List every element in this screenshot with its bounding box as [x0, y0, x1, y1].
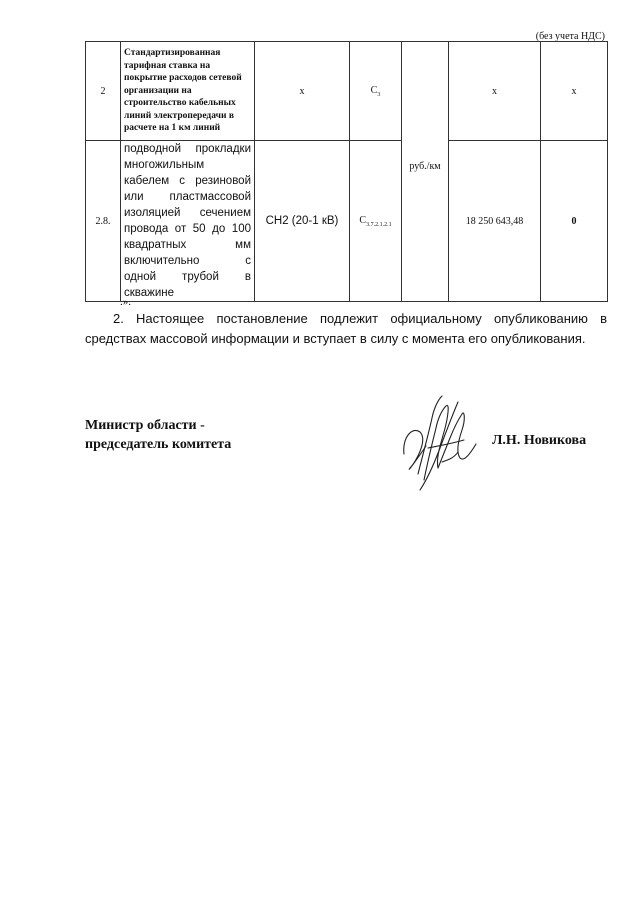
row-number: 2 [86, 42, 121, 141]
table-row [86, 141, 608, 302]
row-description: Стандартизированная тарифная ставка на покрытие расходов сетевой организации на строительство кабельных линий электропередачи в расчете на 1 км линий [121, 42, 255, 141]
handwritten-signature [398, 388, 484, 494]
unit-cell-empty [402, 42, 449, 141]
value-cell: x [449, 42, 541, 141]
row-description: подводной прокладки многожильным кабелем с резиновой или пластмассовой изоляцией сечением провода от 50 до 100 квадратных мм включительно с одной трубой в скважине [121, 141, 255, 302]
vat-note: (без учета НДС) [535, 31, 605, 42]
signatory-position: Министр области - председатель комитета [85, 418, 232, 452]
value-cell: 18 250 643,48 [449, 141, 541, 302]
rate-cell: $C_{3.7.2.1.2.1}$ [350, 141, 402, 302]
signatory-name: Л.Н. Новикова [492, 433, 587, 448]
value2-cell: x [541, 42, 608, 141]
tariff-table [85, 41, 608, 302]
voltage-cell: x [255, 42, 350, 141]
closing-quote: .». [120, 296, 131, 308]
value2-cell: 0 [541, 141, 608, 302]
voltage-cell: СН2 (20-1 кВ) [255, 141, 350, 302]
unit-cell: руб./км [402, 141, 449, 302]
rate-cell: $C_3$ [350, 42, 402, 141]
table-row [86, 42, 608, 141]
paragraph-2: 2. Настоящее постановление подлежит официальному опубликованию в средствах массовой информации и вступает в силу с момента его опубликования. [85, 311, 607, 346]
row-number: 2.8. [86, 141, 121, 302]
